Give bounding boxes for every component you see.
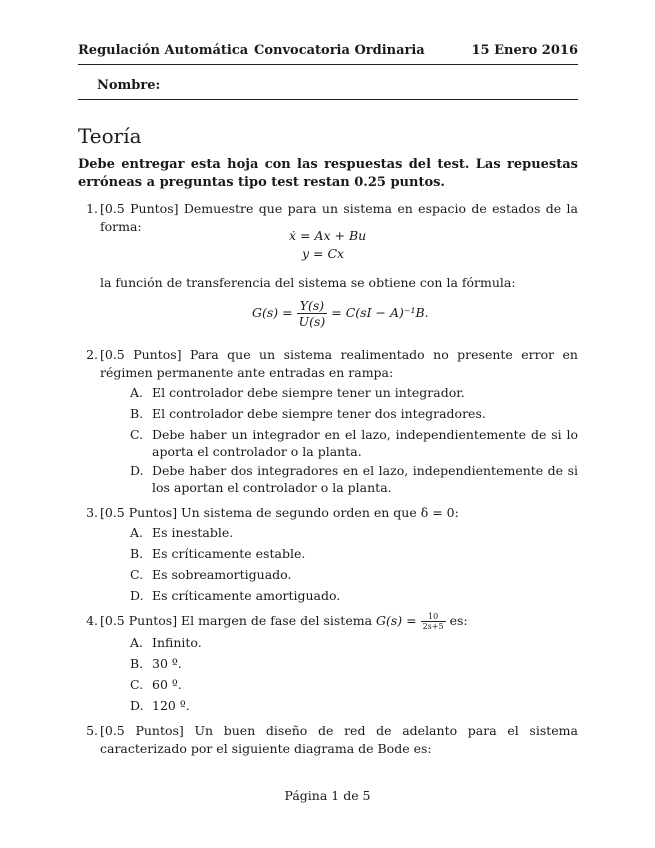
question-text: [0.5 Puntos] Un sistema de segundo orden en que δ = 0:: [100, 505, 459, 520]
state-equation: ẋ = Ax + Bu: [289, 228, 367, 243]
tf-lhs: G(s) =: [252, 305, 293, 320]
question-number: 1.: [86, 201, 98, 216]
option-label: C.: [130, 567, 144, 582]
option-text: 30 º.: [152, 656, 182, 671]
section-title: Teoría: [78, 124, 142, 148]
question-number: 2.: [86, 347, 98, 362]
name-label: Nombre:: [97, 78, 161, 93]
question-number: 4.: [86, 613, 98, 628]
option-text: Debe haber un integrador en el lazo, independientemente de si lo aporta el controlador o la planta.: [152, 427, 578, 459]
g-denominator: 2s+5: [422, 622, 444, 631]
g-numerator: 10: [421, 612, 446, 622]
name-rule: [78, 99, 578, 100]
question-text: [100, 612, 578, 631]
option-text: El controlador debe siempre tener dos integradores.: [152, 406, 486, 421]
option-label: B.: [130, 406, 144, 421]
option-label: A.: [130, 385, 144, 400]
option-label: C.: [130, 427, 144, 442]
option-label: D.: [130, 463, 144, 478]
tf-fraction: [297, 298, 328, 329]
page-footer: Página 1 de 5: [284, 788, 371, 803]
tf-rhs: = C(sI − A)⁻¹B.: [331, 305, 429, 320]
transfer-function-formula: [252, 298, 429, 329]
option-text: 120 º.: [152, 698, 190, 713]
option-text: Debe haber dos integradores en el lazo, independientemente de si los aportan el controlador o la planta.: [152, 463, 578, 495]
g-fraction: [421, 612, 446, 631]
header-rule: [78, 64, 578, 65]
option-label: B.: [130, 656, 144, 671]
option-text: Es sobreamortiguado.: [152, 567, 292, 582]
option-text: Es inestable.: [152, 525, 234, 540]
option-text: Es críticamente estable.: [152, 546, 306, 561]
header-session: Convocatoria Ordinaria: [254, 43, 425, 58]
option-label: A.: [130, 525, 144, 540]
option-text: El controlador debe siempre tener un integrador.: [152, 385, 465, 400]
intro-text: Debe entregar esta hoja con las respuestas del test. Las repuestas erróneas a preguntas tipo test restan 0.25 puntos.: [78, 157, 578, 190]
question-number: 5.: [86, 723, 98, 738]
output-equation: y = Cx: [302, 246, 345, 261]
question-number: 3.: [86, 505, 98, 520]
option-label: B.: [130, 546, 144, 561]
option-text: Infinito.: [152, 635, 202, 650]
question-text: [0.5 Puntos] Un buen diseño de red de adelanto para el sistema caracterizado por el siguiente diagrama de Bode es:: [100, 723, 578, 756]
header-course: Regulación Automática: [78, 43, 249, 58]
question-mid-text: la función de transferencia del sistema se obtiene con la fórmula:: [100, 275, 516, 290]
header-date: 15 Enero 2016: [471, 43, 578, 58]
question-1-mid-text: [100, 274, 516, 292]
question-text-a: [0.5 Puntos] El margen de fase del sistema: [100, 613, 376, 628]
option-label: C.: [130, 677, 144, 692]
tf-numerator: Y(s): [297, 298, 328, 314]
option-text: 60 º.: [152, 677, 182, 692]
option-text: Es críticamente amortiguado.: [152, 588, 341, 603]
tf-denominator: U(s): [298, 314, 326, 329]
option-label: D.: [130, 588, 144, 603]
option-label: A.: [130, 635, 144, 650]
question-text: [0.5 Puntos] Para que un sistema realimentado no presente error en régimen permanente ante entradas en rampa:: [100, 347, 578, 380]
g-lhs: G(s) =: [376, 613, 417, 628]
question-text-b: es:: [445, 613, 468, 628]
question-text: [0.5 Puntos] Demuestre que para un sistema en espacio de estados de la forma:: [100, 201, 578, 234]
option-label: D.: [130, 698, 144, 713]
